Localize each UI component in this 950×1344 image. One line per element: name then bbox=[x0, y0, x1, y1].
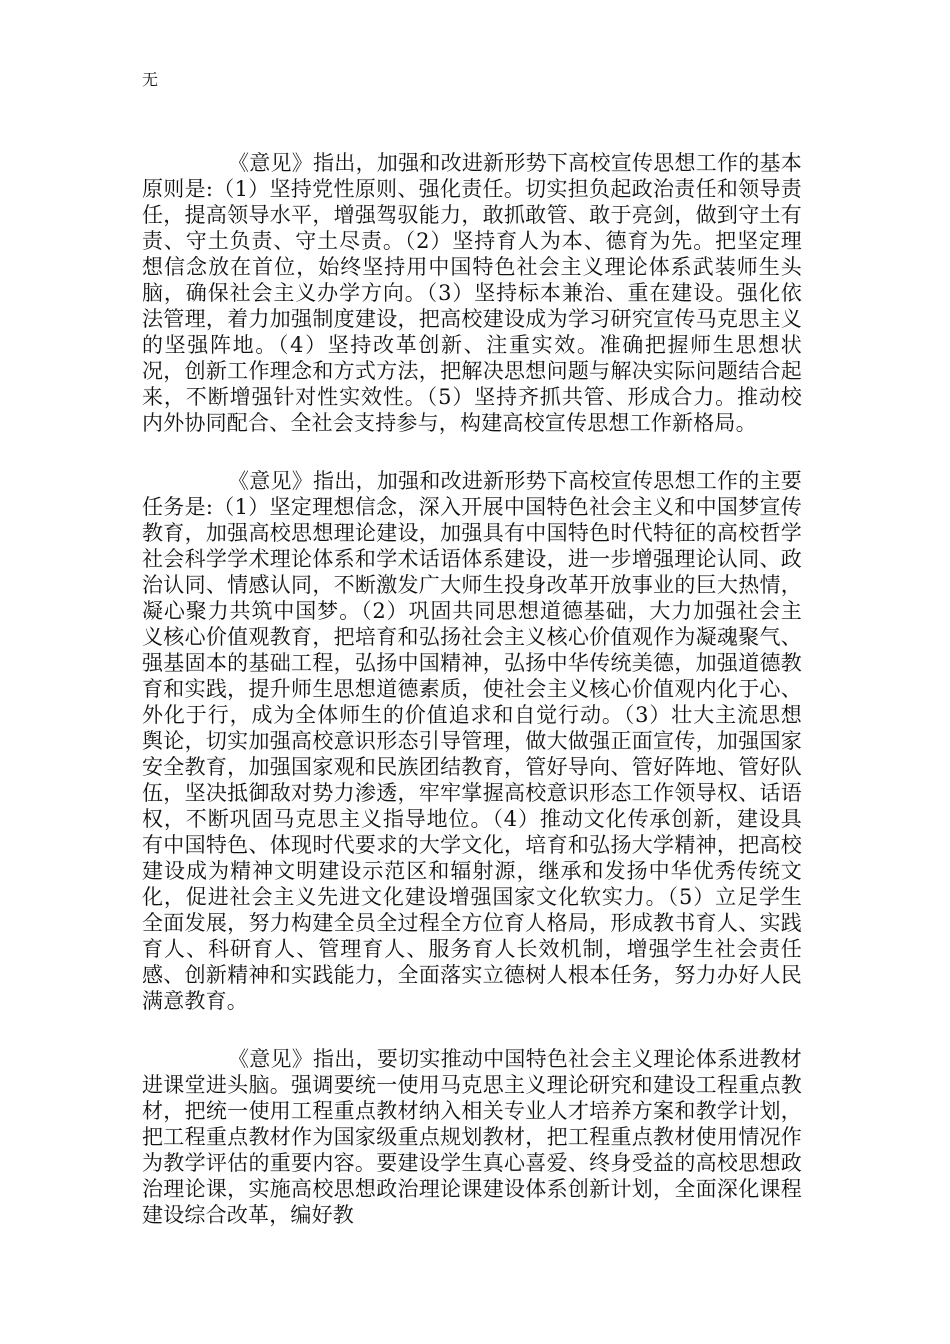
paragraph-basic-principles: 《意见》指出，加强和改进新形势下高校宣传思想工作的基本原则是:（1）坚持党性原则、强化责任。切实担负起政治责任和领导责任，提高领导水平，增强驾驭能力，敢抓敢管、敢于亮剑，做到守土有责、守土负责、守土尽责。（2）坚持育人为本、德育为先。把坚定理想信念放在首位，始终坚持用中国特色社会主义理论体系武装师生头脑，确保社会主义办学方向。（3）坚持标本兼治、重在建设。强化依法管理，着力加强制度建设，把高校建设成为学习研究宣传马克思主义的坚强阵地。（4）坚持改革创新、注重实效。准确把握师生思想状况，创新工作理念和方式方法，把解决思想问题与解决实际问题结合起来，不断增强针对性实效性。（5）坚持齐抓共管、形成合力。推动校内外协同配合、全社会支持参与，构建高校宣传思想工作新格局。 bbox=[142, 151, 802, 435]
paragraph-main-tasks: 《意见》指出，加强和改进新形势下高校宣传思想工作的主要任务是:（1）坚定理想信念，深入开展中国特色社会主义和中国梦宣传教育，加强高校思想理论建设，加强具有中国特色时代特征的高校哲学社会科学学术理论体系和学术话语体系建设，进一步增强理论认同、政治认同、情感认同，不断激发广大师生投身改革开放事业的巨大热情，凝心聚力共筑中国梦。（2）巩固共同思想道德基础，大力加强社会主义核心价值观教育，把培育和弘扬社会主义核心价值观作为凝魂聚气、强基固本的基础工程，弘扬中国精神，弘扬中华传统美德，加强道德教育和实践，提升师生思想道德素质，使社会主义核心价值观内化于心、外化于行，成为全体师生的价值追求和自觉行动。（3）壮大主流思想舆论，切实加强高校意识形态引导管理，做大做强正面宣传，加强国家安全教育，加强国家观和民族团结教育，管好导向、管好阵地、管好队伍，坚决抵御敌对势力渗透，牢牢掌握高校意识形态工作领导权、话语权，不断巩固马克思主义指导地位。（4）推动文化传承创新，建设具有中国特色、体现时代要求的大学文化，培育和弘扬大学精神，把高校建设成为精神文明建设示范区和辐射源，继承和发扬中华优秀传统文化，促进社会主义先进文化建设增强国家文化软实力。（5）立足学生全面发展，努力构建全员全过程全方位育人格局，形成教书育人、实践育人、科研育人、管理育人、服务育人长效机制，增强学生社会责任感、创新精神和实践能力，全面落实立德树人根本任务，努力办好人民满意教育。 bbox=[142, 469, 802, 1013]
page-header-mark: 无 bbox=[142, 70, 159, 89]
document-body bbox=[142, 150, 802, 1260]
paragraph-theory-into-classroom: 《意见》指出，要切实推动中国特色社会主义理论体系进教材进课堂进头脑。强调要统一使用马克思主义理论研究和建设工程重点教材，把统一使用工程重点教材纳入相关专业人才培养方案和教学计划，把工程重点教材作为国家级重点规划教材，把工程重点教材使用情况作为教学评估的重要内容。要建设学生真心喜爱、终身受益的高校思想政治理论课，实施高校思想政治理论课建设体系创新计划，全面深化课程建设综合改革，编好教 bbox=[142, 1047, 802, 1227]
